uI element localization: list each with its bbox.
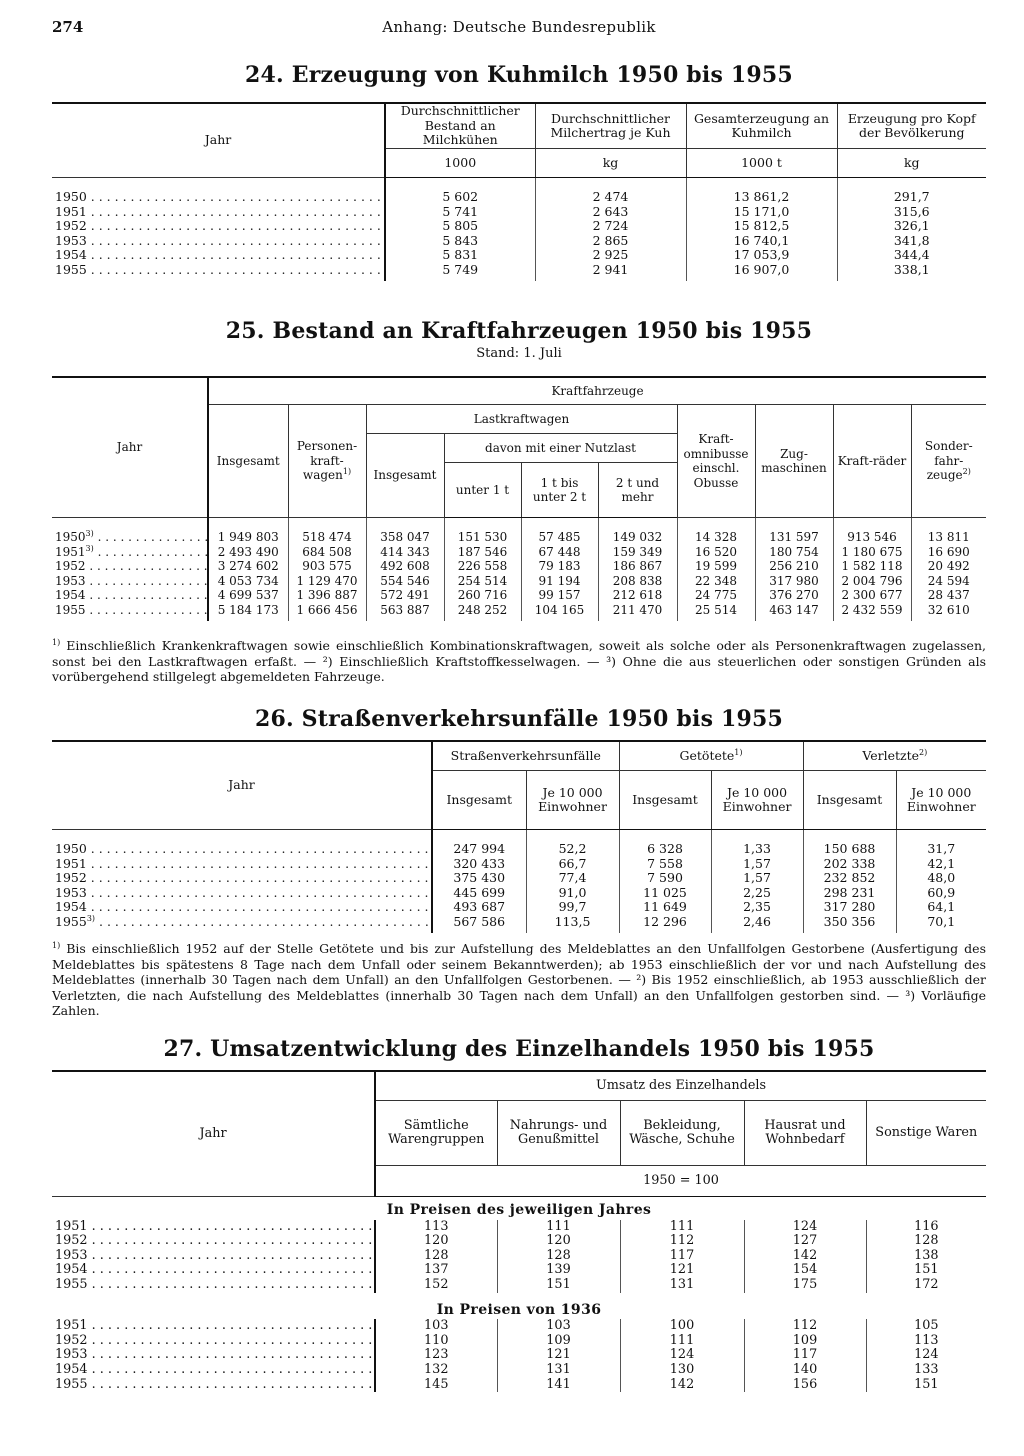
t27-col-bekleidung: Bekleidung, Wäsche, Schuhe: [620, 1101, 744, 1166]
cell: 15 812,5: [686, 219, 837, 234]
t27-base: 1950 = 100: [375, 1166, 986, 1197]
t27-section-1: In Preisen des jeweiligen Jahres: [386, 1202, 652, 1219]
t25-davon-header: davon mit einer Nutzlast: [444, 434, 677, 463]
t26-group-verletzte: Verletzte$^{2)}$: [803, 741, 986, 771]
table-row: [52, 574, 986, 589]
t24-unit: kg: [535, 149, 686, 178]
cell: 124: [620, 1348, 744, 1363]
t26-sub-je: Je 10 000 Einwohner: [896, 771, 986, 830]
table-row: [52, 1249, 986, 1264]
table-row: [52, 205, 986, 220]
cell: 16 690: [911, 545, 986, 560]
table-row: [52, 1319, 986, 1334]
cell: 24 594: [911, 574, 986, 589]
row-year: 1955: [55, 1377, 88, 1392]
cell: 1 129 470: [288, 574, 366, 589]
cell: 128: [497, 1249, 620, 1264]
cell: 99,7: [526, 900, 619, 915]
table-row: [52, 1278, 986, 1293]
cell: 110: [375, 1334, 497, 1349]
cell: 4 699 537: [208, 588, 288, 603]
cell: 141: [497, 1378, 620, 1393]
table-row: [52, 603, 986, 621]
cell: 151: [866, 1263, 986, 1278]
cell: 64,1: [896, 900, 986, 915]
cell: 132: [375, 1363, 497, 1378]
table-row: [52, 1378, 986, 1393]
cell: 15 171,0: [686, 205, 837, 220]
cell: 14 328: [677, 518, 755, 545]
t25-lkw-header: Lastkraftwagen: [366, 405, 677, 434]
row-year: 1950: [55, 530, 86, 545]
cell: 175: [744, 1278, 866, 1293]
cell: 572 491: [366, 588, 444, 603]
cell: 211 470: [598, 603, 677, 621]
cell: 338,1: [837, 263, 986, 281]
cell: 70,1: [896, 915, 986, 933]
cell: 52,2: [526, 830, 619, 857]
cell: 344,4: [837, 248, 986, 263]
row-year: 1953: [55, 1248, 88, 1263]
cell: 109: [744, 1334, 866, 1349]
table-25-footnote: $^{1)}$ Einschließlich Krankenkraftwagen sowie einschließlich Kombinationskraftwagen, soweit als solche oder als Personenkraftwagen zugelassen, sonst bei den Lastkraftwagen erfaßt. — ²) Einschließlich Kraftstoffkesselwagen. — ³) Ohne die aus steuerlichen oder sonstigen Gründen als vorübergehend stillgelegt abgemeldeten Fahrzeuge.: [52, 637, 986, 684]
cell: 350 356: [803, 915, 896, 933]
t25-kfz-header: Kraftfahrzeuge: [208, 377, 986, 405]
cell: 260 716: [444, 588, 521, 603]
cell: 4 053 734: [208, 574, 288, 589]
cell: 11 025: [619, 886, 711, 901]
cell: 7 558: [619, 857, 711, 872]
table-row: [52, 1348, 986, 1363]
cell: 116: [866, 1220, 986, 1235]
cell: 113: [866, 1334, 986, 1349]
cell: 1,57: [711, 857, 803, 872]
t26-sub-je: Je 10 000 Einwohner: [711, 771, 803, 830]
cell: 2 300 677: [833, 588, 911, 603]
cell: 113,5: [526, 915, 619, 933]
row-year: 1952: [55, 1234, 88, 1249]
cell: 142: [620, 1378, 744, 1393]
cell: 91 194: [521, 574, 598, 589]
t25-pkw-header: Personen-kraft-wagen$^{1)}$: [288, 405, 366, 518]
cell: 326,1: [837, 219, 986, 234]
cell: 563 887: [366, 603, 444, 621]
row-year: 1955: [55, 1277, 88, 1293]
t26-sub-ins: Insgesamt: [432, 771, 526, 830]
table-row: [52, 830, 986, 857]
cell: 105: [866, 1319, 986, 1334]
t27-col-saemtliche: Sämtliche Warengruppen: [375, 1101, 497, 1166]
row-year: 1952: [55, 559, 86, 574]
cell: 315,6: [837, 205, 986, 220]
row-year: 1951: [55, 544, 86, 559]
cell: 2 925: [535, 248, 686, 263]
cell: 226 558: [444, 559, 521, 574]
t24-unit: 1000: [385, 149, 535, 178]
cell: 1 396 887: [288, 588, 366, 603]
t25-zug-header: Zug-maschinen: [755, 405, 833, 518]
cell: 186 867: [598, 559, 677, 574]
cell: 463 147: [755, 603, 833, 621]
cell: 358 047: [366, 518, 444, 545]
cell: 493 687: [432, 900, 526, 915]
cell: 121: [497, 1348, 620, 1363]
cell: 5 602: [385, 178, 535, 205]
cell: 202 338: [803, 857, 896, 872]
t25-krad-header: Kraft-räder: [833, 405, 911, 518]
cell: 48,0: [896, 871, 986, 886]
cell: 20 492: [911, 559, 986, 574]
row-year: 1951: [55, 204, 87, 219]
t25-insgesamt-header: Insgesamt: [208, 405, 288, 518]
t24-col-bestand: Durchschnittlicher Bestand an Milchkühen: [385, 103, 535, 149]
cell: 16 740,1: [686, 234, 837, 249]
cell: 248 252: [444, 603, 521, 621]
table-row: [52, 1363, 986, 1378]
cell: 13 861,2: [686, 178, 837, 205]
cell: 66,7: [526, 857, 619, 872]
cell: 156: [744, 1378, 866, 1393]
cell: 104 165: [521, 603, 598, 621]
cell: 5 749: [385, 263, 535, 281]
t27-group-header: Umsatz des Einzelhandels: [375, 1071, 986, 1101]
cell: 180 754: [755, 545, 833, 560]
cell: 24 775: [677, 588, 755, 603]
row-year: 1951: [55, 1219, 88, 1234]
cell: 142: [744, 1249, 866, 1264]
cell: 1 949 803: [208, 518, 288, 545]
cell: 137: [375, 1263, 497, 1278]
table-row: [52, 1263, 986, 1278]
cell: 32 610: [911, 603, 986, 621]
row-year: 1951: [55, 1319, 88, 1334]
cell: 2 643: [535, 205, 686, 220]
cell: 2,35: [711, 900, 803, 915]
table-row: 1955$^{3)}$ . . . 567 586 113,5 12 296 2,46 350 356 70,1: [52, 915, 986, 933]
t27-col-hausrat: Hausrat und Wohnbedarf: [744, 1101, 866, 1166]
cell: 60,9: [896, 886, 986, 901]
table-row: [52, 248, 986, 263]
t24-unit: 1000 t: [686, 149, 837, 178]
cell: 128: [375, 1249, 497, 1264]
cell: 112: [620, 1234, 744, 1249]
cell: 376 270: [755, 588, 833, 603]
table-row: 1951$^{3)}$ . . . 2 493 490 684 508 414 343 187 546 67 448 159 349 16 520 180 754 1 180 675 16 690: [52, 545, 986, 560]
cell: 145: [375, 1378, 497, 1393]
cell: 133: [866, 1363, 986, 1378]
table-25-title: 25. Bestand an Kraftfahrzeugen 1950 bis 1955: [225, 318, 813, 344]
table-27-retail: [52, 1070, 986, 1392]
cell: 317 980: [755, 574, 833, 589]
row-year: 1950: [55, 189, 87, 205]
t26-sub-je: Je 10 000 Einwohner: [526, 771, 619, 830]
cell: 16 520: [677, 545, 755, 560]
cell: 19 599: [677, 559, 755, 574]
table-row: [52, 1220, 986, 1235]
cell: 208 838: [598, 574, 677, 589]
cell: 120: [375, 1234, 497, 1249]
table-row: [52, 588, 986, 603]
cell: 212 618: [598, 588, 677, 603]
table-row: [52, 871, 986, 886]
table-row: [52, 178, 986, 205]
cell: 341,8: [837, 234, 986, 249]
row-year: 1955: [55, 603, 86, 618]
cell: 99 157: [521, 588, 598, 603]
cell: 17 053,9: [686, 248, 837, 263]
cell: 12 296: [619, 915, 711, 933]
page-header: [52, 18, 986, 42]
t25-2tmore: 2 t und mehr: [598, 463, 677, 518]
cell: 1 582 118: [833, 559, 911, 574]
t24-year-header: Jahr: [52, 103, 385, 178]
t25-1to2t: 1 t bis unter 2 t: [521, 463, 598, 518]
cell: 130: [620, 1363, 744, 1378]
cell: 492 608: [366, 559, 444, 574]
row-year: 1955: [55, 914, 87, 930]
cell: 103: [375, 1319, 497, 1334]
table-row: [52, 559, 986, 574]
row-year: 1953: [55, 573, 86, 588]
t24-col-ertrag: Durchschnittlicher Milchertrag je Kuh: [535, 103, 686, 149]
cell: 172: [866, 1278, 986, 1293]
cell: 298 231: [803, 886, 896, 901]
cell: 91,0: [526, 886, 619, 901]
cell: 131: [620, 1278, 744, 1293]
row-year: 1950: [55, 841, 87, 857]
cell: 109: [497, 1334, 620, 1349]
t27-section-2: In Preisen von 1936: [436, 1301, 602, 1318]
cell: 1,33: [711, 830, 803, 857]
table-row: [52, 219, 986, 234]
row-year: 1951: [55, 856, 87, 871]
table-row: [52, 900, 986, 915]
cell: 2 474: [535, 178, 686, 205]
cell: 5 843: [385, 234, 535, 249]
cell: 22 348: [677, 574, 755, 589]
cell: 2 493 490: [208, 545, 288, 560]
cell: 111: [620, 1334, 744, 1349]
page-number: 274: [52, 18, 84, 36]
cell: 25 514: [677, 603, 755, 621]
cell: 518 474: [288, 518, 366, 545]
cell: 159 349: [598, 545, 677, 560]
t27-col-nahrung: Nahrungs- und Genußmittel: [497, 1101, 620, 1166]
table-row: [52, 857, 986, 872]
cell: 7 590: [619, 871, 711, 886]
cell: 117: [620, 1249, 744, 1264]
t24-col-prokopf: Erzeugung pro Kopf der Bevölkerung: [837, 103, 986, 149]
cell: 247 994: [432, 830, 526, 857]
t25-lkw-insgesamt: Insgesamt: [366, 434, 444, 518]
cell: 151: [497, 1278, 620, 1293]
table-row: [52, 234, 986, 249]
table-25-vehicles: [52, 376, 986, 621]
table-row: [52, 263, 986, 281]
cell: 31,7: [896, 830, 986, 857]
cell: 2 004 796: [833, 574, 911, 589]
row-year: 1955: [55, 262, 87, 278]
cell: 77,4: [526, 871, 619, 886]
table-26-footnote: $^{1)}$ Bis einschließlich 1952 auf der Stelle Getötete und bis zur Aufstellung des Meldeblattes an den Unfallfolgen Gestorbene (Ausfertigung des Meldeblattes bis spätestens 8 Tage nach dem Unfall oder seinem Bekanntwerden); ab 1953 einschließlich der vor und nach Aufstellung des Meldeblattes (innerhalb 30 Tagen nach dem Unfall) an den Unfallfolgen Gestorbenen. — ²) Bis 1952 einschließlich, ab 1953 ausschließlich der Verletzten, die nach Aufstellung des Meldeblattes (innerhalb 30 Tagen nach dem Unfall) an den Unfallfolgen gestorben sind. — ³) Vorläufige Zahlen.: [52, 940, 986, 1018]
t25-year-header: Jahr: [52, 377, 208, 518]
cell: 254 514: [444, 574, 521, 589]
cell: 1 666 456: [288, 603, 366, 621]
cell: 684 508: [288, 545, 366, 560]
cell: 111: [620, 1220, 744, 1235]
cell: 3 274 602: [208, 559, 288, 574]
cell: 127: [744, 1234, 866, 1249]
t25-under1t: unter 1 t: [444, 463, 521, 518]
cell: 67 448: [521, 545, 598, 560]
cell: 2 432 559: [833, 603, 911, 621]
cell: 16 907,0: [686, 263, 837, 281]
cell: 2 724: [535, 219, 686, 234]
row-year: 1954: [55, 248, 87, 263]
cell: 2 941: [535, 263, 686, 281]
row-year: 1953: [55, 233, 87, 248]
cell: 103: [497, 1319, 620, 1334]
t26-sub-ins: Insgesamt: [619, 771, 711, 830]
cell: 5 805: [385, 219, 535, 234]
cell: 903 575: [288, 559, 366, 574]
t26-group-getoetete: Getötete$^{1)}$: [619, 741, 803, 771]
table-27-title: 27. Umsatzentwicklung des Einzelhandels 1950 bis 1955: [163, 1036, 875, 1062]
cell: 140: [744, 1363, 866, 1378]
cell: 138: [866, 1249, 986, 1264]
cell: 414 343: [366, 545, 444, 560]
cell: 149 032: [598, 518, 677, 545]
cell: 554 546: [366, 574, 444, 589]
cell: 42,1: [896, 857, 986, 872]
t24-unit: kg: [837, 149, 986, 178]
t27-year-header: Jahr: [52, 1071, 375, 1197]
cell: 113: [375, 1220, 497, 1235]
row-year: 1954: [55, 900, 87, 915]
cell: 320 433: [432, 857, 526, 872]
row-year: 1954: [55, 1362, 88, 1377]
cell: 131 597: [755, 518, 833, 545]
cell: 79 183: [521, 559, 598, 574]
row-year: 1954: [55, 588, 86, 603]
table-26-accidents: [52, 740, 986, 933]
cell: 291,7: [837, 178, 986, 205]
cell: 124: [744, 1220, 866, 1235]
cell: 152: [375, 1278, 497, 1293]
table-row: [52, 1234, 986, 1249]
cell: 5 831: [385, 248, 535, 263]
t25-omnibus-header: Kraft-omnibusse einschl. Obusse: [677, 405, 755, 518]
cell: 1 180 675: [833, 545, 911, 560]
cell: 100: [620, 1319, 744, 1334]
cell: 139: [497, 1263, 620, 1278]
table-row: [52, 1334, 986, 1349]
cell: 5 184 173: [208, 603, 288, 621]
t26-sub-ins: Insgesamt: [803, 771, 896, 830]
cell: 445 699: [432, 886, 526, 901]
table-row: [52, 886, 986, 901]
cell: 131: [497, 1363, 620, 1378]
cell: 120: [497, 1234, 620, 1249]
cell: 6 328: [619, 830, 711, 857]
cell: 567 586: [432, 915, 526, 933]
cell: 1,57: [711, 871, 803, 886]
cell: 2,46: [711, 915, 803, 933]
cell: 256 210: [755, 559, 833, 574]
table-26-title: 26. Straßenverkehrsunfälle 1950 bis 1955: [254, 706, 784, 732]
cell: 154: [744, 1263, 866, 1278]
cell: 13 811: [911, 518, 986, 545]
cell: 57 485: [521, 518, 598, 545]
cell: 2,25: [711, 886, 803, 901]
t26-group-unfaelle: Straßenverkehrsunfälle: [432, 741, 619, 771]
row-year: 1952: [55, 871, 87, 886]
cell: 121: [620, 1263, 744, 1278]
cell: 151: [866, 1378, 986, 1393]
cell: 232 852: [803, 871, 896, 886]
row-year: 1953: [55, 885, 87, 900]
cell: 187 546: [444, 545, 521, 560]
row-year: 1953: [55, 1348, 88, 1363]
cell: 128: [866, 1234, 986, 1249]
t26-year-header: Jahr: [52, 741, 432, 830]
cell: 2 865: [535, 234, 686, 249]
table-24-milk: [52, 102, 986, 281]
cell: 123: [375, 1348, 497, 1363]
cell: 112: [744, 1319, 866, 1334]
cell: 111: [497, 1220, 620, 1235]
table-row: 1950$^{3)}$ . . . 1 949 803 518 474 358 047 151 530 57 485 149 032 14 328 131 597 913 546 13 811: [52, 518, 986, 545]
row-year: 1952: [55, 1333, 88, 1348]
row-year: 1952: [55, 219, 87, 234]
cell: 375 430: [432, 871, 526, 886]
cell: 11 649: [619, 900, 711, 915]
cell: 150 688: [803, 830, 896, 857]
cell: 5 741: [385, 205, 535, 220]
t27-col-sonstige: Sonstige Waren: [866, 1101, 986, 1166]
row-year: 1954: [55, 1263, 88, 1278]
t25-sonder-header: Sonder-fahr-zeuge$^{2)}$: [911, 405, 986, 518]
cell: 151 530: [444, 518, 521, 545]
running-title: Anhang: Deutsche Bundesrepublik: [382, 18, 656, 36]
cell: 124: [866, 1348, 986, 1363]
t24-col-gesamt: Gesamterzeugung an Kuhmilch: [686, 103, 837, 149]
cell: 317 280: [803, 900, 896, 915]
cell: 28 437: [911, 588, 986, 603]
table-25-subtitle: Stand: 1. Juli: [476, 346, 562, 361]
table-24-title: 24. Erzeugung von Kuhmilch 1950 bis 1955: [245, 62, 793, 88]
cell: 913 546: [833, 518, 911, 545]
cell: 117: [744, 1348, 866, 1363]
